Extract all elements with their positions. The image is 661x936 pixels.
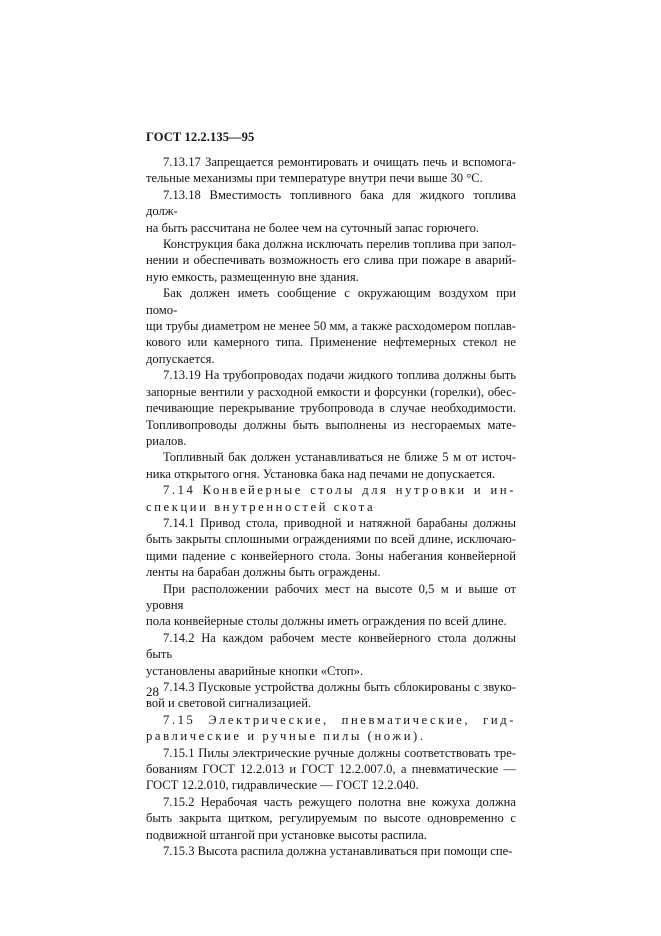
- text-line: быть закрыта щитком, регулируемым по высоте одновременно с: [146, 811, 516, 826]
- text-line: Топливопроводы должны быть выполнены из несгораемых мате-: [146, 417, 516, 432]
- paragraph: [146, 745, 516, 794]
- text-line: установлены аварийные кнопки «Стоп».: [146, 663, 364, 678]
- paragraph: [146, 187, 516, 236]
- text-line: 7.14.1 Привод стола, приводной и натяжной барабаны должны: [163, 515, 516, 530]
- text-line: запорные вентили у расходной емкости и форсунки (горелки), обес-: [146, 384, 516, 399]
- text-line: Бак должен иметь сообщение с окружающим воздухом при помо-: [146, 286, 516, 317]
- paragraph: [146, 515, 516, 581]
- text-line: Топливный бак должен устанавливаться не ближе 5 м от источ-: [163, 450, 516, 465]
- text-line: равлические и ручные пилы (ножи).: [146, 729, 426, 744]
- text-line: ленты на барабан должны быть ограждены.: [146, 565, 381, 580]
- paragraph: [146, 679, 516, 712]
- text-line: допускается.: [146, 351, 215, 366]
- text-line: При расположении рабочих мест на высоте 0,5 м и выше от уровня: [146, 581, 516, 612]
- text-line: ника открытого огня. Установка бака над печами не допускается.: [146, 466, 496, 481]
- text-line: риалов.: [146, 433, 187, 448]
- text-line: ную емкость, размещенную вне здания.: [146, 269, 359, 284]
- paragraph: [146, 581, 516, 630]
- paragraph: [146, 712, 516, 745]
- text-line: 7.14.3 Пусковые устройства должны быть сблокированы с звуко-: [163, 680, 516, 694]
- text-line: щи трубы диаметром не менее 50 мм, а также расходомером поплав-: [146, 319, 516, 334]
- text-line: пола конвейерные столы должны иметь ограждения по всей длине.: [146, 614, 507, 629]
- paragraph: [146, 236, 516, 285]
- text-line: на быть рассчитана не более чем на суточный запас горючего.: [146, 220, 480, 235]
- text-line: печивающие перекрывание трубопровода в случае необходимости.: [146, 401, 516, 416]
- paragraph: [146, 154, 516, 187]
- text-line: 7.15.1 Пилы электрические ручные должны соответствовать тре-: [163, 745, 516, 760]
- text-line: спекции внутренностей скота: [146, 499, 376, 514]
- text-line: 7.14.2 На каждом рабочем месте конвейерного стола должны быть: [146, 630, 516, 662]
- text-line: подвижной штангой при установке высоты распила.: [146, 827, 427, 842]
- text-line: щими падение с конвейерного стола. Зоны набегания конвейерной: [146, 548, 516, 563]
- paragraph: [146, 843, 516, 859]
- text-line: Конструкция бака должна исключать перелив топлива при запол-: [163, 237, 516, 252]
- text-line: вой и световой сигнализацией.: [146, 696, 312, 711]
- text-line: 7.15.2 Нерабочая часть режущего полотна вне кожуха должна: [163, 794, 516, 809]
- text-line: 7.14 Конвейерные столы для нутровки и ин-: [163, 483, 516, 498]
- text-line: тельные механизмы при температуре внутри печи выше 30 °С.: [146, 171, 483, 186]
- text-line: кового или камерного типа. Применение нефтемерных стекол не: [146, 335, 516, 350]
- paragraph: [146, 367, 516, 449]
- page-number: 28: [146, 684, 159, 699]
- text-line: 7.13.17 Запрещается ремонтировать и очищать печь и вспомога-: [163, 155, 516, 169]
- paragraph: [146, 449, 516, 482]
- paragraph: [146, 794, 516, 843]
- text-line: бованиям ГОСТ 12.2.013 и ГОСТ 12.2.007.0, а пневматические —: [146, 762, 516, 777]
- text-line: 7.13.18 Вместимость топливного бака для жидкого топлива долж-: [146, 187, 516, 219]
- text-line: 7.15.3 Высота распила должна устанавливаться при помощи спе-: [163, 844, 513, 859]
- document-body: [146, 154, 516, 859]
- text-line: нении и обеспечивать возможность его слива при пожаре в аварий-: [146, 253, 516, 268]
- text-line: быть закрыты сплошными ограждениями по всей длине, исключаю-: [146, 532, 516, 547]
- paragraph: [146, 482, 516, 515]
- paragraph: [146, 285, 516, 367]
- paragraph: [146, 630, 516, 679]
- text-line: 7.13.19 На трубопроводах подачи жидкого топлива должны быть: [163, 368, 516, 383]
- text-line: 7.15 Электрические, пневматические, гид-: [163, 712, 516, 727]
- standard-header: ГОСТ 12.2.135—95: [146, 130, 255, 144]
- text-line: ГОСТ 12.2.010, гидравлические — ГОСТ 12.2.040.: [146, 778, 419, 793]
